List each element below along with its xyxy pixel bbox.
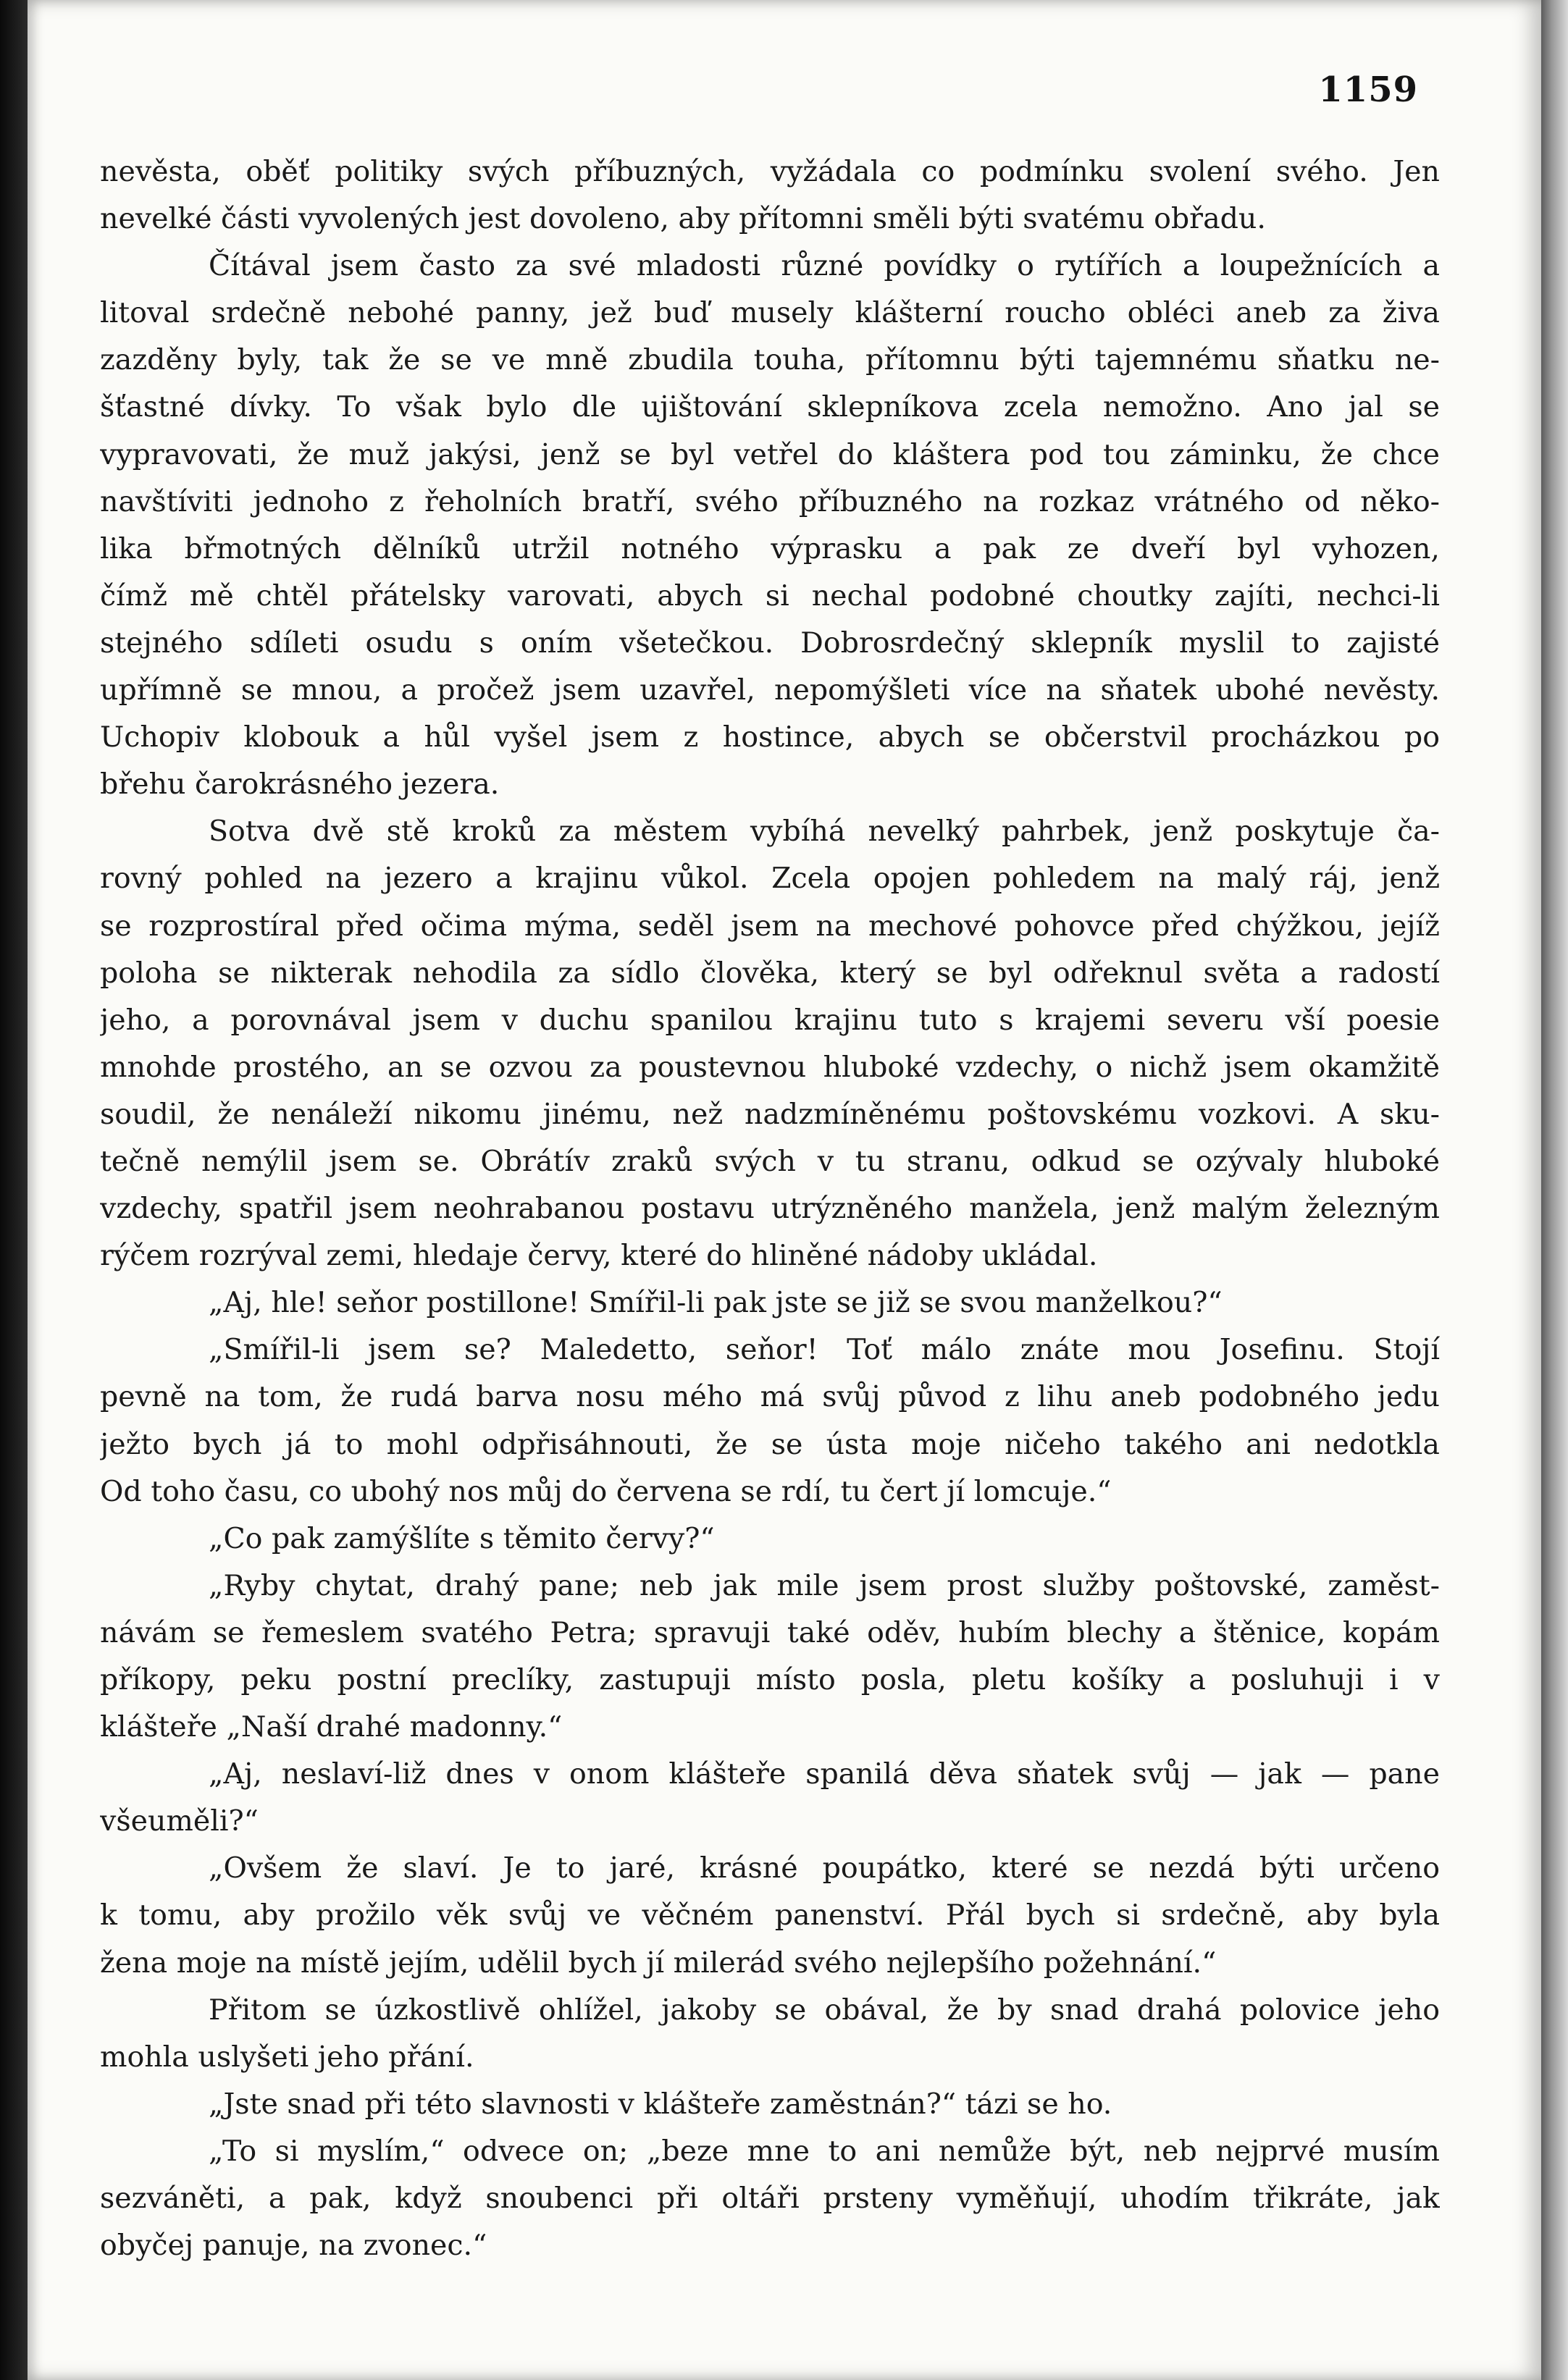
text-line: poloha se nikterak nehodila za sídlo člověka, který se byl odřeknul světa a radostí: [100, 956, 1440, 990]
text-line: břehu čarokrásného jezera.: [100, 768, 500, 802]
text-line: tečně nemýlil jsem se. Obrátív zraků svých v tu stranu, odkud se ozývaly hluboké: [100, 1144, 1440, 1178]
text-line: Sotva dvě stě kroků za městem vybíhá nevelký pahrbek, jenž poskytuje ča-: [209, 815, 1440, 849]
text-line: Od toho času, co ubohý nos můj do červena se rdí, tu čert jí lomcuje.“: [100, 1474, 1112, 1508]
text-line: „Smířil-li jsem se? Maledetto, seňor! Toť málo znáte mou Josefinu. Stojí: [209, 1333, 1440, 1367]
text-line: zazděny byly, tak že se ve mně zbudila touha, přítomnu býti tajemnému sňatku ne-: [100, 343, 1440, 377]
text-line: Přitom se úzkostlivě ohlížel, jakoby se obával, že by snad drahá polovice jeho: [209, 1993, 1440, 2027]
text-line: rovný pohled na jezero a krajinu vůkol. Zcela opojen pohledem na malý ráj, jenž: [100, 862, 1440, 896]
text-line: čímž mě chtěl přátelsky varovati, abych si nechal podobné choutky zajíti, nechci-li: [100, 579, 1440, 613]
text-line: k tomu, aby prožilo věk svůj ve věčném panenství. Přál bych si srdečně, aby byla: [100, 1898, 1440, 1933]
text-line: rýčem rozrýval zemi, hledaje červy, které do hliněné nádoby ukládal.: [100, 1239, 1098, 1273]
text-line: pevně na tom, že rudá barva nosu mého má svůj původ z lihu aneb podobného jedu: [100, 1380, 1440, 1414]
text-line: lika břmotných dělníků utržil notného výprasku a pak ze dveří byl vyhozen,: [100, 531, 1440, 565]
text-line: Uchopiv klobouk a hůl vyšel jsem z hostince, abych se občerstvil procházkou po: [100, 720, 1440, 754]
book-page: [28, 0, 1541, 2380]
text-line: „To si myslím,“ odvece on; „beze mne to ani nemůže být, neb nejprvé musím: [209, 2134, 1440, 2168]
text-line: litoval srdečně nebohé panny, jež buď musely klášterní roucho obléci aneb za živa: [100, 296, 1440, 330]
text-line: vypravovati, že muž jakýsi, jenž se byl vetřel do kláštera pod tou záminku, že chce: [100, 437, 1440, 471]
text-line: soudil, že nenáleží nikomu jinému, než nadzmíněnému poštovskému vozkovi. A sku-: [100, 1097, 1440, 1131]
text-line: mohla uslyšeti jeho přání.: [100, 2040, 474, 2074]
page-text: [100, 148, 1440, 2269]
text-line: „Aj, neslaví-liž dnes v onom klášteře spanilá děva sňatek svůj — jak — pane: [209, 1757, 1440, 1791]
scan-right-edge: [1541, 0, 1568, 2380]
page-number: 1159: [1318, 70, 1418, 110]
text-line: nevěsta, oběť politiky svých příbuzných, vyžádala co podmínku svolení svého. Jen: [100, 155, 1440, 188]
text-line: mnohde prostého, an se ozvou za poustevnou hluboké vzdechy, o nichž jsem okamžitě: [100, 1050, 1440, 1084]
text-line: „Ryby chytat, drahý pane; neb jak mile jsem prost služby poštovské, zaměst-: [209, 1568, 1440, 1602]
text-line: se rozprostíral před očima mýma, seděl jsem na mechové pohovce před chýžkou, jejíž: [100, 909, 1440, 943]
text-line: „Aj, hle! seňor postillone! Smířil-li pak jste se již se svou manželkou?“: [209, 1286, 1223, 1320]
text-line: stejného sdíleti osudu s oním všetečkou. Dobrosrdečný sklepník myslil to zajisté: [100, 626, 1440, 660]
text-line: příkopy, peku postní preclíky, zastupuji místo posla, pletu košíky a posluhuji i v: [100, 1663, 1440, 1696]
text-line: upřímně se mnou, a pročež jsem uzavřel, nepomýšleti více na sňatek ubohé nevěsty.: [100, 673, 1440, 707]
text-line: Čítával jsem často za své mladosti různé povídky o rytířích a loupežnících a: [209, 249, 1440, 283]
text-line: vzdechy, spatřil jsem neohrabanou postavu utrýzněného manžela, jenž malým železným: [100, 1192, 1440, 1226]
text-line: obyčej panuje, na zvonec.“: [100, 2229, 487, 2263]
text-line: jeho, a porovnával jsem v duchu spanilou krajinu tuto s krajemi severu vší poesie: [100, 1003, 1440, 1037]
text-line: žena moje na místě jejím, udělil bych jí milerád svého nejlepšího požehnání.“: [100, 1946, 1217, 1980]
scan-left-edge: [0, 0, 28, 2380]
text-line: nevelké části vyvolených jest dovoleno, aby přítomni směli býti svatému obřadu.: [100, 202, 1266, 236]
text-line: „Co pak zamýšlíte s těmito červy?“: [209, 1521, 715, 1555]
text-line: „Ovšem že slaví. Je to jaré, krásné poupátko, které se nezdá býti určeno: [209, 1851, 1440, 1885]
text-line: ježto bych já to mohl odpřisáhnouti, že se ústa moje ničeho takého ani nedotkla: [100, 1427, 1440, 1461]
text-line: navštíviti jednoho z řeholních bratří, svého příbuzného na rozkaz vrátného od něko-: [100, 484, 1440, 518]
text-line: návám se řemeslem svatého Petra; spravuji také oděv, hubím blechy a štěnice, kopám: [100, 1615, 1440, 1649]
text-line: sezváněti, a pak, když snoubenci při oltáři prsteny vyměňují, uhodím třikráte, jak: [100, 2182, 1440, 2216]
text-line: „Jste snad při této slavnosti v klášteře zaměstnán?“ tázi se ho.: [209, 2087, 1112, 2121]
text-line: klášteře „Naší drahé madonny.“: [100, 1710, 563, 1744]
text-line: všeuměli?“: [100, 1804, 259, 1838]
text-line: šťastné dívky. To však bylo dle ujištování sklepníkova zcela nemožno. Ano jal se: [100, 390, 1440, 424]
